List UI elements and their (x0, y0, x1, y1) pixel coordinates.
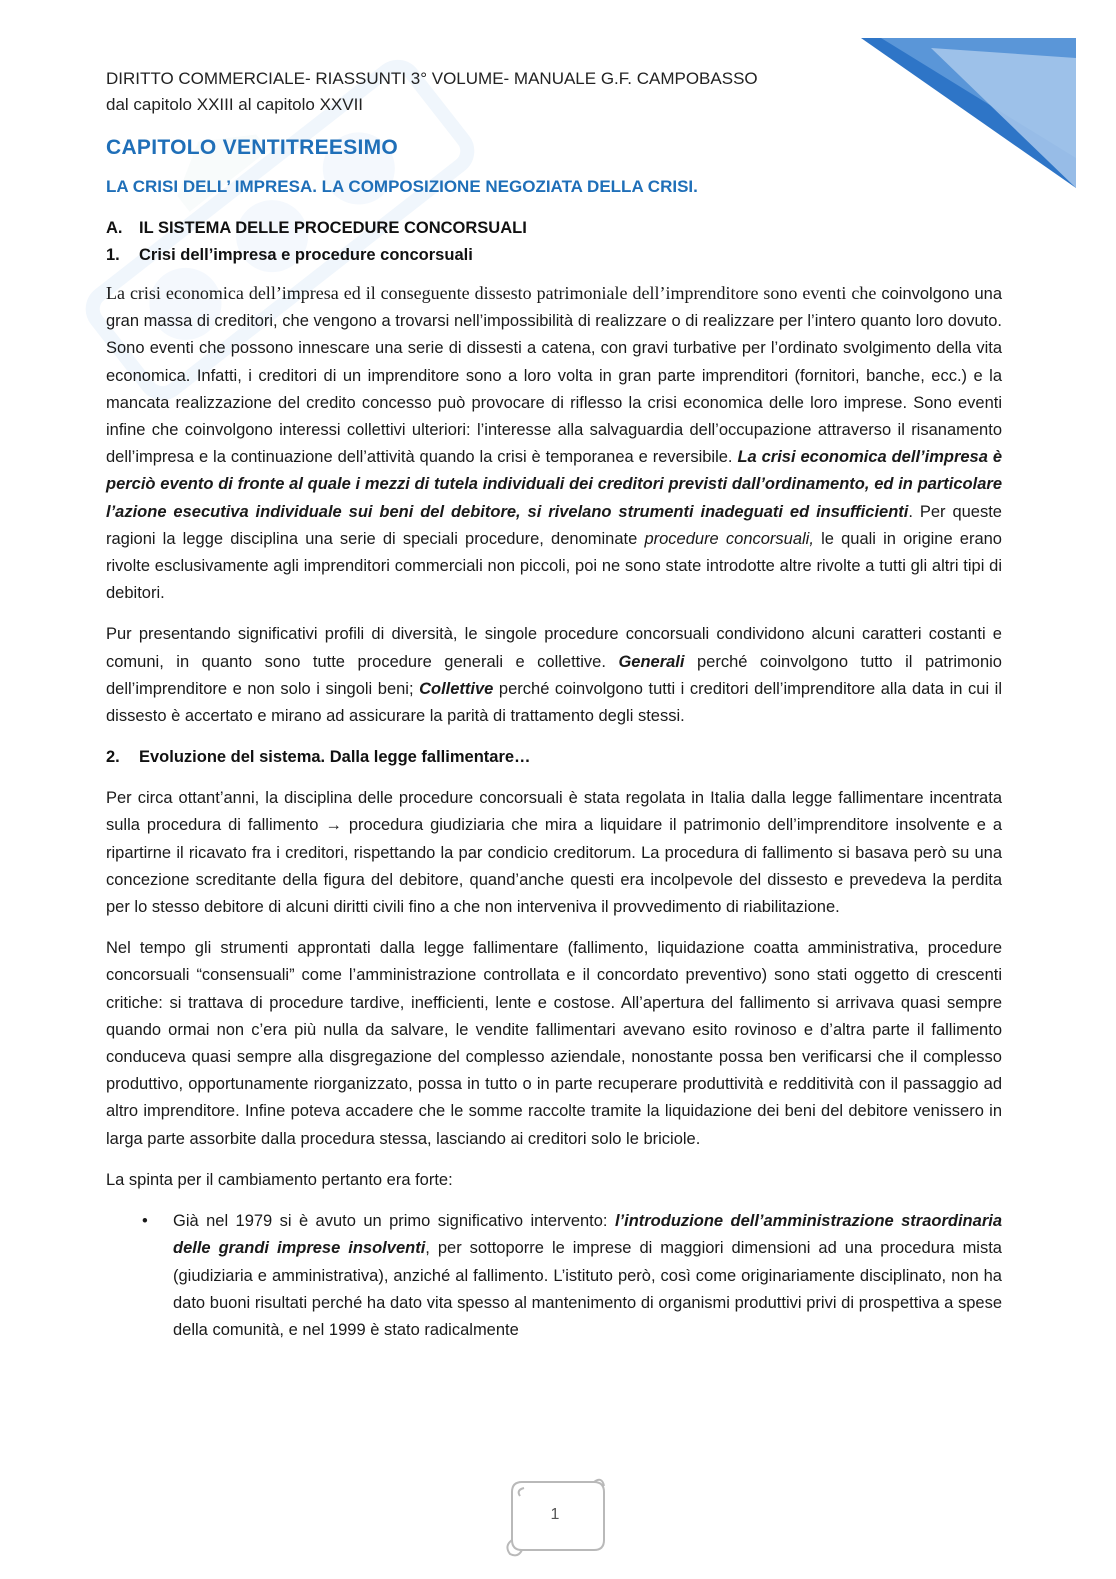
paragraph-3-text-1: Per circa ottant’anni, la disciplina delle procedure concorsuali è stata regolata in Italia dalla legge fallimentare incentrata sulla procedura di fallimento (106, 789, 1002, 835)
paragraph-1-italic: procedure concorsuali, (644, 529, 814, 548)
section-2-title: Evoluzione del sistema. Dalla legge fallimentare… (139, 748, 531, 767)
paragraph-1 (106, 280, 1002, 607)
paragraph-3-text-2: procedura giudiziaria che mira a liquidare il patrimonio dell’imprenditore insolvente e a ripartirne il ricavato fra i creditori, rispettando la par condicio creditorum. La procedura di fallimento si basava però su una concezione screditante della figura del debitore, quand’anche questi era incolpevole del dissesto e prevedeva la perdita per lo stesso debitore di alcuni diritti civili fino a che non interveniva il provvedimento di riabilitazione. (106, 816, 1002, 917)
paragraph-1-text-1: coinvolgono una gran massa di creditori, che vengono a trovarsi nell’impossibilità di realizzare o di realizzare per l’intero quanto loro dovuto. Sono eventi che possono innescare una serie di dissesti a catena, con gravi turbative per l’ordinato svolgimento della vita economica. Infatti, i creditori di un imprenditore sono a loro volta in gran parte imprenditori (fornitori, banche, ecc.) e la mancata realizzazione del credito concesso può provocare di riflesso la crisi economica delle loro imprese. Sono eventi infine che coinvolgono interessi collettivi ulteriori: l’interesse alla salvaguardia dell’occupazione attraverso il risanamento dell’impresa e la continuazione dell’attività quando la crisi è temporanea e reversibile. (106, 285, 1003, 467)
page-footer (500, 1474, 610, 1558)
page-number: 1 (550, 1506, 560, 1523)
paragraph-1-text-2: . Per queste ragioni la legge disciplina una serie di speciali procedure, denominate (106, 502, 1002, 548)
document-page (106, 66, 1002, 1344)
document-header (106, 66, 1002, 118)
section-a-heading (106, 215, 1002, 242)
section-a-title: IL SISTEMA DELLE PROCEDURE CONCORSUALI (139, 219, 527, 237)
section-1-number: 1. (106, 246, 120, 264)
chapter-title: CAPITOLO VENTITREESIMO (106, 136, 399, 159)
section-2-heading (106, 744, 1002, 771)
paragraph-2-text-3: perché coinvolgono tutti i creditori dell’imprenditore alla data in cui il dissesto è accertato e mirano ad assicurare la parità di trattamento degli stessi. (106, 679, 1002, 726)
section-1-title: Crisi dell’impresa e procedure concorsuali (139, 246, 473, 264)
paragraph-2-text-1: Pur presentando significativi profili di diversità, le singole procedure concorsuali condividono alcuni caratteri costanti e comuni, in quanto sono tutte procedure generali e collettive. (106, 625, 1002, 671)
arrow-icon: → (325, 816, 342, 835)
chapter-subtitle: LA CRISI DELL’ IMPRESA. LA COMPOSIZIONE NEGOZIATA DELLA CRISI. (106, 177, 698, 196)
paragraph-2-emphasis-1: Generali (618, 652, 685, 671)
paragraph-2-emphasis-2: Collettive (419, 679, 494, 698)
paragraph-2 (106, 621, 1002, 730)
bullet-1-text-2: , per sottoporre le imprese di maggiori dimensioni ad una procedura mista (giudiziaria e amministrativa), anziché al fallimento. L’istituto però, così come originariamente disciplinato, non ha dato buoni risultati perché ha dato vita spesso al mantenimento di organismi produttivi privi di prospettiva a spese della comunità, e nel 1999 è stato radicalmente (173, 1239, 1002, 1339)
paragraph-1-emphasis: La crisi economica dell’impresa è perciò evento di fronte al quale i mezzi di tutela individuali dei creditori previsti dall’ordinamento, ed in particolare l’azione esecutiva individuale sui beni del debitore, si rivelano strumenti inadeguati ed insufficienti (106, 448, 1002, 521)
bullet-icon: • (142, 1212, 148, 1231)
section-2-number: 2. (106, 748, 120, 767)
paragraph-1-lead: La crisi economica dell’impresa ed il conseguente dissesto patrimoniale dell’imprenditore sono eventi che (106, 283, 877, 303)
bullet-list (106, 1208, 1002, 1344)
bullet-1-emphasis: l’introduzione dell’amministrazione straordinaria delle grandi imprese insolventi (173, 1212, 1002, 1258)
section-a-number: A. (106, 219, 123, 237)
list-item (142, 1208, 1002, 1344)
section-1-heading (106, 242, 1002, 269)
paragraph-2-text-2: perché coinvolgono tutto il patrimonio dell’imprenditore e non solo i singoli beni; (106, 652, 1002, 698)
paragraph-4: Nel tempo gli strumenti approntati dalla legge fallimentare (fallimento, liquidazione coatta amministrativa, procedure concorsuali “consensuali” come l’amministrazione controllata e il concordato preventivo) sono stati oggetto di crescenti critiche: si trattava di procedure tardive, inefficienti, lente e costose. All’apertura del fallimento si arrivava quasi sempre quando ormai non c’era più nulla da salvare, le vendite fallimentari avevano esito rovinoso e d’altra parte il fallimento conduceva quasi sempre alla disgregazione del complesso aziendale, nonostante possa ben verificarsi che il complesso produttivo, opportunamente riorganizzato, possa in tutto o in parte recuperare produttività e redditività con il passaggio ad altro imprenditore. Infine poteva accadere che le somme raccolte tramite la liquidazione dei beni del debitore venissero in larga parte assorbite dalla procedura stessa, lasciando ai creditori solo le briciole. (106, 939, 1002, 1148)
paragraph-1-text-3: le quali in origine erano rivolte esclusivamente agli imprenditori commerciali non piccoli, poi ne sono state introdotte altre rivolte a tutti gli altri tipi di debitori. (106, 529, 1002, 603)
header-line-1: DIRITTO COMMERCIALE- RIASSUNTI 3° VOLUME- MANUALE G.F. CAMPOBASSO (106, 69, 758, 88)
paragraph-3 (106, 785, 1002, 921)
paragraph-5: La spinta per il cambiamento pertanto era forte: (106, 1170, 453, 1189)
header-line-2: dal capitolo XXIII al capitolo XXVII (106, 95, 364, 114)
bullet-1-text-1: Già nel 1979 si è avuto un primo significativo intervento: (173, 1212, 615, 1231)
